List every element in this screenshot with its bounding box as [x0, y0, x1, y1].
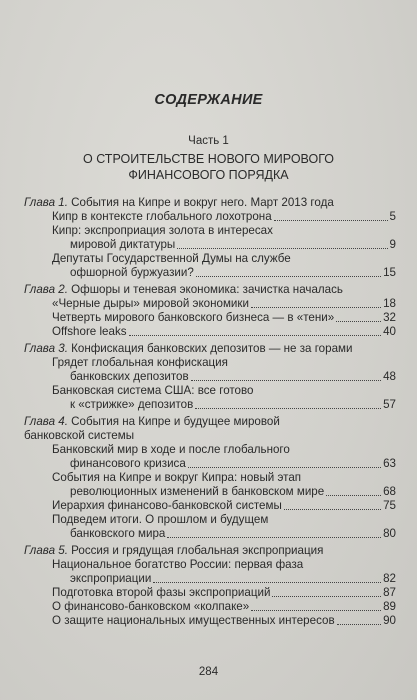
leader-dots [196, 276, 381, 277]
chapter-title: Офшоры и теневая экономика: зачистка началась [67, 283, 343, 296]
section-line [52, 586, 396, 600]
leader-dots [274, 220, 388, 221]
section-title: банковского мира [70, 527, 166, 540]
section-page-number: 57 [383, 398, 396, 411]
section-page-number: 5 [389, 210, 396, 223]
section-line [52, 356, 396, 370]
toc-section[interactable] [24, 499, 396, 513]
section-title: Подготовка второй фазы экспроприаций [52, 586, 271, 599]
section-page-number: 68 [383, 485, 396, 498]
toc-chapter [24, 283, 396, 339]
section-line [52, 238, 396, 252]
section-page-number: 75 [383, 499, 396, 512]
section-title: Грядет глобальная конфискация [52, 356, 228, 369]
leader-dots [177, 248, 387, 249]
toc-section[interactable] [24, 558, 396, 586]
section-title: банковских депозитов [70, 370, 189, 383]
section-line [52, 558, 396, 572]
section-title: финансового кризиса [70, 457, 186, 470]
part-title-line2: ФИНАНСОВОГО ПОРЯДКА [128, 168, 289, 182]
toc-section[interactable] [24, 224, 396, 252]
leader-dots [326, 495, 381, 496]
toc-section[interactable] [24, 356, 396, 384]
section-page-number: 89 [383, 600, 396, 613]
section-title: «Черные дыры» мировой экономики [52, 297, 249, 310]
leader-dots [251, 610, 381, 611]
section-page-number: 48 [383, 370, 396, 383]
section-page-number: 82 [383, 572, 396, 585]
section-page-number: 9 [389, 238, 396, 251]
section-line [52, 485, 396, 499]
leader-dots [337, 624, 381, 625]
chapter-heading [24, 342, 396, 356]
toc-section[interactable] [24, 614, 396, 628]
section-line [52, 443, 396, 457]
section-line [52, 224, 396, 238]
toc-chapter [24, 196, 396, 280]
section-line [52, 527, 396, 541]
section-line [52, 457, 396, 471]
section-title: экспроприации [70, 572, 152, 585]
leader-dots [336, 321, 381, 322]
toc-section[interactable] [24, 600, 396, 614]
section-page-number: 32 [383, 311, 396, 324]
leader-dots [191, 380, 381, 381]
chapter-heading [24, 544, 396, 558]
section-title: Банковский мир в ходе и после глобального [52, 443, 290, 456]
leader-dots [188, 467, 381, 468]
section-title: Национальное богатство России: первая фаза [52, 558, 304, 571]
section-title: Кипр в контексте глобального лохотрона [52, 210, 272, 223]
leader-dots [153, 582, 381, 583]
chapter-title-continued: банковской системы [24, 429, 135, 442]
toc-section[interactable] [24, 513, 396, 541]
section-line [52, 600, 396, 614]
toc-section[interactable] [24, 252, 396, 280]
section-title: Offshore leaks [52, 325, 127, 338]
section-line [52, 513, 396, 527]
chapter-title: Конфискация банковских депозитов — не за горами [67, 342, 353, 355]
section-title: Банковская система США: все готово [52, 384, 254, 397]
section-line [52, 297, 396, 311]
section-title: офшорной буржуазии? [70, 266, 194, 279]
section-line [52, 266, 396, 280]
toc-chapter [24, 544, 396, 628]
chapter-heading [24, 283, 396, 297]
leader-dots [167, 537, 381, 538]
section-line [52, 210, 396, 224]
section-title: Иерархия финансово-банковской системы [52, 499, 282, 512]
section-title: О финансово-банковском «колпаке» [52, 600, 250, 613]
chapter-label: Глава 5. [24, 544, 68, 557]
section-line [52, 311, 396, 325]
chapter-label: Глава 4. [24, 415, 68, 428]
toc-section[interactable] [24, 443, 396, 471]
part-label: Часть 1 [188, 135, 229, 147]
toc-chapter [24, 415, 396, 541]
leader-dots [195, 408, 381, 409]
toc-section[interactable] [24, 384, 396, 412]
toc-section[interactable] [24, 586, 396, 600]
section-page-number: 87 [383, 586, 396, 599]
section-title: Кипр: экспроприация золота в интересах [52, 224, 273, 237]
section-page-number: 40 [383, 325, 396, 338]
chapter-title: Россия и грядущая глобальная экспроприация [67, 544, 324, 557]
section-page-number: 63 [383, 457, 396, 470]
section-page-number: 80 [383, 527, 396, 540]
section-line [52, 252, 396, 266]
section-page-number: 15 [383, 266, 396, 279]
section-title: Депутаты Государственной Думы на службе [52, 252, 291, 265]
section-title: Четверть мирового банковского бизнеса — в «тени» [52, 311, 335, 324]
section-page-number: 18 [383, 297, 396, 310]
section-title: О защите национальных имущественных интересов [52, 614, 335, 627]
section-title: Подведем итоги. О прошлом и будущем [52, 513, 269, 526]
page-title: СОДЕРЖАНИЕ [154, 92, 263, 108]
chapter-title: События на Кипре и вокруг него. Март 2013 года [67, 196, 334, 209]
section-line [52, 370, 396, 384]
toc-section[interactable] [24, 311, 396, 325]
section-line [52, 471, 396, 485]
chapter-label: Глава 3. [24, 342, 68, 355]
section-title: революционных изменений в банковском мире [70, 485, 325, 498]
leader-dots [272, 596, 381, 597]
section-line [52, 499, 396, 513]
section-title: События на Кипре и вокруг Кипра: новый этап [52, 471, 302, 484]
toc-section[interactable] [24, 325, 396, 339]
toc-chapter [24, 342, 396, 412]
page-number: 284 [198, 666, 219, 678]
section-title: к «стрижке» депозитов [70, 398, 194, 411]
leader-dots [251, 307, 381, 308]
part-title-line1: О СТРОИТЕЛЬСТВЕ НОВОГО МИРОВОГО [83, 152, 334, 166]
leader-dots [129, 335, 382, 336]
chapter-heading [24, 196, 396, 210]
chapter-title: События на Кипре и будущее мировой [67, 415, 280, 428]
chapter-heading [24, 415, 396, 429]
section-page-number: 90 [383, 614, 396, 627]
toc-section[interactable] [24, 297, 396, 311]
section-line [52, 384, 396, 398]
chapter-label: Глава 2. [24, 283, 68, 296]
leader-dots [284, 509, 381, 510]
section-line [52, 398, 396, 412]
chapter-label: Глава 1. [24, 196, 68, 209]
toc-section[interactable] [24, 210, 396, 224]
section-title: мировой диктатуры [70, 238, 176, 251]
section-line [52, 614, 396, 628]
toc-section[interactable] [24, 471, 396, 499]
section-line [52, 572, 396, 586]
table-of-contents [24, 196, 396, 628]
section-line [52, 325, 396, 339]
part-title [0, 151, 417, 183]
